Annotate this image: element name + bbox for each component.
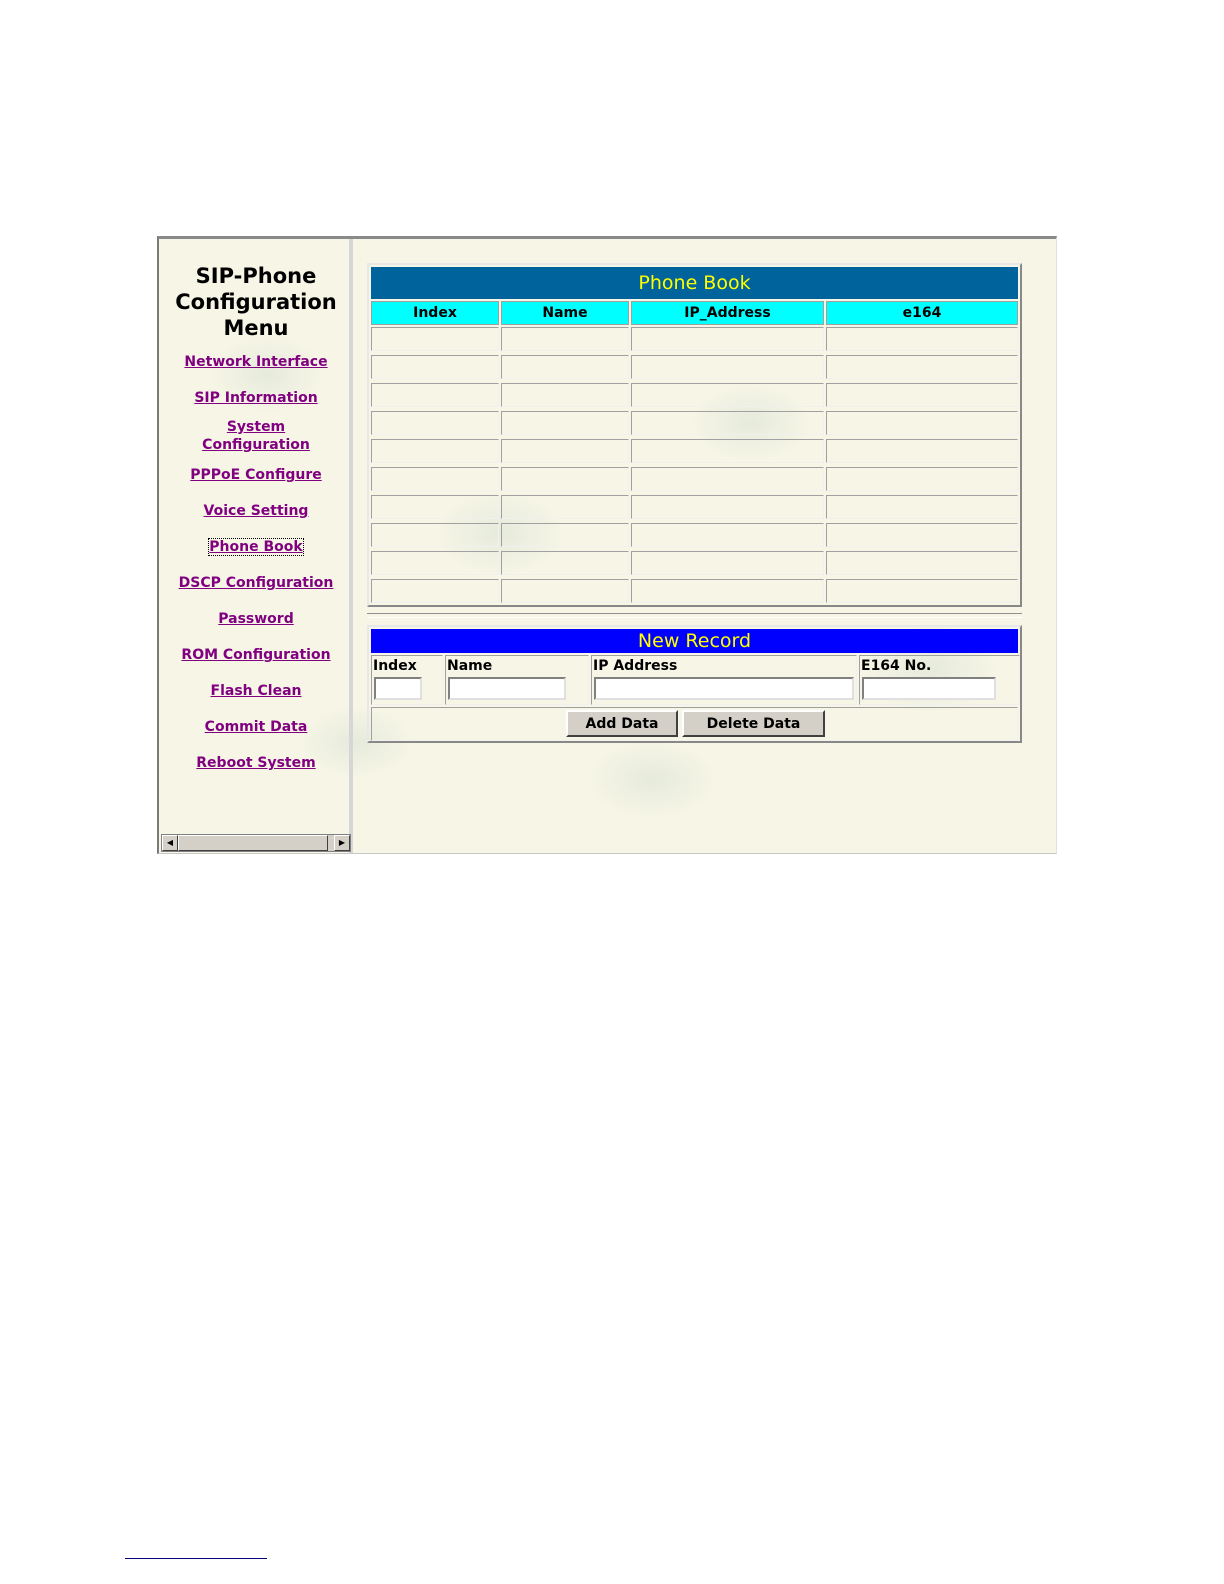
table-cell — [371, 495, 499, 519]
menu-link-network-interface[interactable]: Network Interface — [184, 354, 328, 370]
new-record-button-row — [371, 707, 1018, 741]
table-cell — [631, 355, 824, 379]
horizontal-scrollbar[interactable] — [161, 834, 351, 852]
table-cell — [826, 355, 1018, 379]
table-cell — [501, 495, 629, 519]
table-cell — [371, 439, 499, 463]
table-cell — [371, 383, 499, 407]
column-header-e164: e164 — [826, 301, 1018, 325]
main-content-pane — [353, 239, 1056, 853]
menu-title-line: Configuration — [175, 290, 337, 314]
table-cell — [371, 411, 499, 435]
scroll-right-arrow-icon[interactable]: ▶ — [334, 835, 350, 851]
table-cell — [826, 439, 1018, 463]
menu-link-pppoe-configure[interactable]: PPPoE Configure — [190, 467, 322, 483]
index-label: Index — [373, 658, 417, 674]
table-cell — [371, 579, 499, 603]
menu-link-commit-data[interactable]: Commit Data — [204, 719, 308, 735]
name-label: Name — [447, 658, 493, 674]
column-header-ip-address: IP_Address — [631, 301, 824, 325]
menu-link-rom-configuration[interactable]: ROM Configuration — [181, 647, 331, 663]
menu-link-flash-clean[interactable]: Flash Clean — [210, 683, 302, 699]
new-record-form — [367, 625, 1022, 743]
menu-link-password[interactable]: Password — [218, 611, 294, 627]
table-cell — [631, 411, 824, 435]
e164-input[interactable] — [862, 677, 996, 700]
table-cell — [631, 467, 824, 491]
new-record-index-cell — [371, 655, 443, 705]
menu-link-system-configuration[interactable]: System Configuration — [202, 419, 310, 453]
menu-title-line: Menu — [223, 316, 289, 340]
config-menu-pane — [159, 239, 353, 853]
scroll-left-arrow-icon[interactable]: ◀ — [162, 835, 178, 851]
footnote-separator — [125, 1558, 267, 1559]
table-cell — [501, 327, 629, 351]
table-cell — [631, 383, 824, 407]
table-cell — [826, 495, 1018, 519]
table-cell — [631, 579, 824, 603]
new-record-name-cell — [445, 655, 589, 705]
new-record-title: New Record — [371, 629, 1018, 653]
column-header-name: Name — [501, 301, 629, 325]
table-cell — [501, 411, 629, 435]
menu-link-phone-book[interactable]: Phone Book — [209, 539, 303, 555]
section-divider — [367, 613, 1022, 618]
new-record-e164-cell — [859, 655, 1020, 705]
table-cell — [501, 551, 629, 575]
delete-data-button[interactable]: Delete Data — [682, 710, 825, 737]
table-cell — [826, 523, 1018, 547]
table-cell — [371, 523, 499, 547]
table-cell — [826, 467, 1018, 491]
menu-title — [159, 263, 353, 341]
table-cell — [826, 327, 1018, 351]
table-cell — [826, 551, 1018, 575]
table-cell — [631, 439, 824, 463]
browser-screenshot-frame — [157, 236, 1057, 854]
table-cell — [371, 355, 499, 379]
table-cell — [501, 355, 629, 379]
table-cell — [826, 383, 1018, 407]
menu-link-reboot-system[interactable]: Reboot System — [196, 755, 316, 771]
table-cell — [631, 551, 824, 575]
phone-book-title: Phone Book — [371, 267, 1018, 299]
table-cell — [631, 523, 824, 547]
name-input[interactable] — [448, 677, 566, 700]
add-data-button[interactable]: Add Data — [566, 710, 678, 737]
index-input[interactable] — [374, 677, 422, 700]
table-cell — [371, 327, 499, 351]
table-cell — [826, 411, 1018, 435]
menu-link-dscp-configuration[interactable]: DSCP Configuration — [178, 575, 334, 591]
table-cell — [501, 439, 629, 463]
table-cell — [501, 383, 629, 407]
table-cell — [501, 523, 629, 547]
table-cell — [826, 579, 1018, 603]
menu-link-sip-information[interactable]: SIP Information — [194, 390, 318, 406]
menu-title-line: SIP-Phone — [195, 264, 317, 288]
e164-label: E164 No. — [861, 658, 932, 674]
table-cell — [371, 551, 499, 575]
table-cell — [631, 495, 824, 519]
table-cell — [631, 327, 824, 351]
ip-address-label: IP Address — [593, 658, 678, 674]
table-cell — [501, 579, 629, 603]
scrollbar-thumb[interactable] — [178, 835, 328, 851]
ip-address-input[interactable] — [594, 677, 854, 700]
phone-book-table — [367, 263, 1022, 607]
menu-link-voice-setting[interactable]: Voice Setting — [203, 503, 309, 519]
table-cell — [371, 467, 499, 491]
new-record-ip-cell — [591, 655, 857, 705]
column-header-index: Index — [371, 301, 499, 325]
table-cell — [501, 467, 629, 491]
